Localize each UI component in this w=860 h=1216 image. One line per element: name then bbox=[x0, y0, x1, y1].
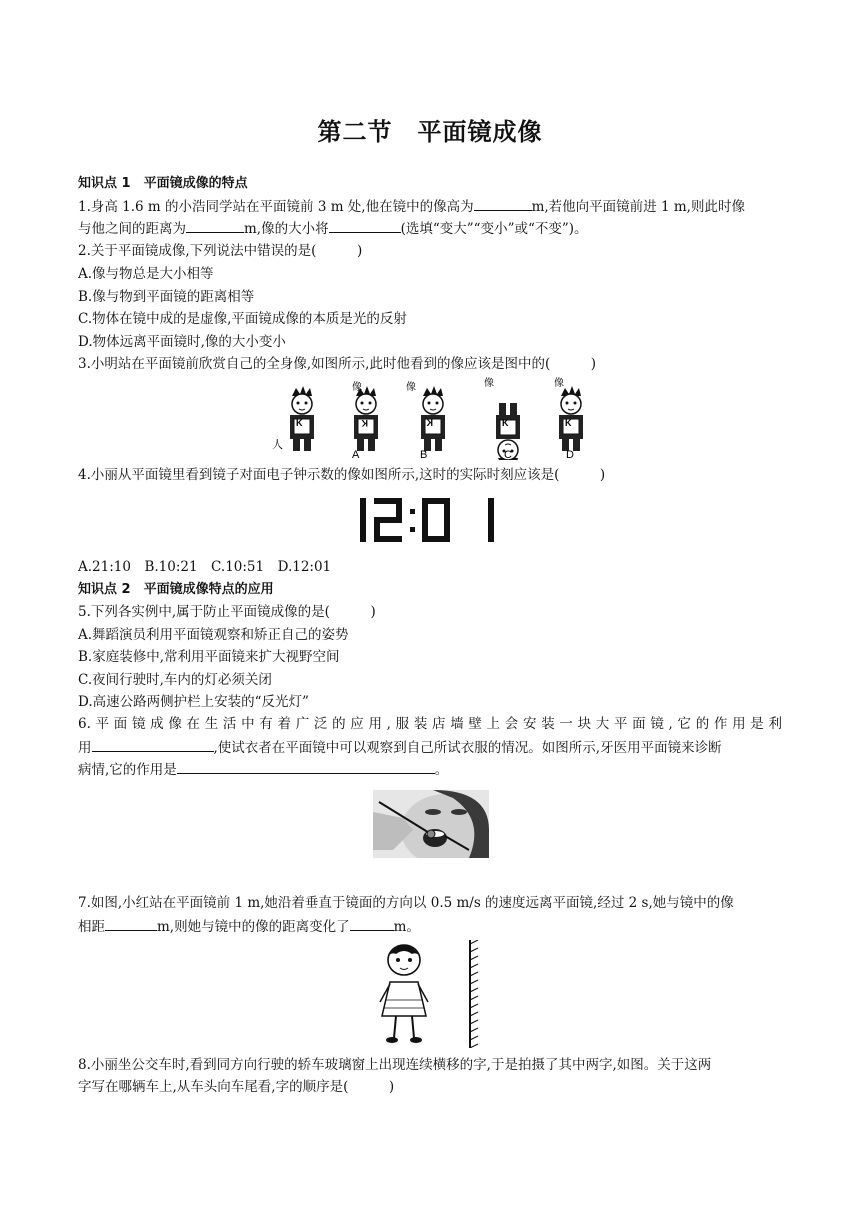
q5-option-d: D.高速公路两侧护栏上安装的“反光灯” bbox=[78, 694, 309, 710]
image-label: 像 bbox=[554, 378, 564, 389]
q4-options: A.21:10 B.10:21 C.10:51 D.12:01 bbox=[78, 559, 332, 575]
q1-blank-3[interactable] bbox=[329, 218, 401, 233]
image-label: 像 bbox=[484, 378, 494, 389]
q6-blank-2[interactable] bbox=[177, 759, 435, 774]
question-8-line-1: 8.小丽坐公交车时,看到同方向行驶的轿车玻璃窗上出现连续横移的字,于是拍摄了其中两字,如图。关于这两 bbox=[78, 1057, 712, 1073]
q2-option-a: A.像与物总是大小相等 bbox=[78, 266, 214, 282]
q7-text: m。 bbox=[393, 919, 420, 935]
q6-blank-1[interactable] bbox=[92, 737, 214, 752]
q7-text: m,则她与镜中的像的距离变化了 bbox=[157, 919, 350, 935]
q3-figure bbox=[268, 376, 598, 460]
q7-blank-1[interactable] bbox=[105, 916, 157, 931]
q6-text: 。 bbox=[434, 762, 449, 778]
q1-text: 1.身高 1.6 m 的小浩同学站在平面镜前 3 m 处,他在镜中的像高为 bbox=[78, 199, 474, 215]
svg-text:K: K bbox=[426, 418, 433, 428]
shirt-letter: K bbox=[296, 418, 303, 428]
question-6-line-2 bbox=[78, 737, 782, 758]
question-6-line-1: 6.平面镜成像在生活中有着广泛的应用,服装店墙壁上会安装一块大平面镜,它的作用是利 bbox=[78, 716, 782, 732]
q1-text: m,像的大小将 bbox=[244, 221, 329, 237]
q7-text: 相距 bbox=[78, 919, 105, 935]
section-heading-1: 知识点 1 平面镜成像的特点 bbox=[78, 176, 248, 191]
option-letter-d: D bbox=[566, 449, 574, 460]
section-heading-2: 知识点 2 平面镜成像特点的应用 bbox=[78, 582, 274, 597]
question-2-stem: 2.关于平面镜成像,下列说法中错误的是( ) bbox=[78, 243, 363, 259]
question-3-stem: 3.小明站在平面镜前欣赏自己的全身像,如图所示,此时他看到的像应该是图中的( ) bbox=[78, 356, 596, 372]
q6-text: ,使试衣者在平面镜中可以观察到自己所试衣服的情况。如图所示,牙医用平面镜来诊断 bbox=[213, 740, 722, 756]
q7-blank-2[interactable] bbox=[350, 916, 394, 931]
q2-option-c: C.物体在镜中成的是虚像,平面镜成像的本质是光的反射 bbox=[78, 311, 407, 327]
option-letter-b: B bbox=[420, 449, 428, 460]
option-letter-a: A bbox=[352, 449, 360, 460]
q1-blank-2[interactable] bbox=[186, 218, 244, 233]
question-1-line-2 bbox=[78, 218, 782, 239]
q1-blank-1[interactable] bbox=[474, 196, 532, 211]
svg-text:K: K bbox=[502, 418, 509, 428]
option-letter-c: C bbox=[504, 449, 512, 460]
q1-text: 与他之间的距离为 bbox=[78, 221, 186, 237]
image-label: 像 bbox=[352, 382, 362, 393]
question-7-line-1: 7.如图,小红站在平面镜前 1 m,她沿着垂直于镜面的方向以 0.5 m/s 的速度远离平面镜,经过 2 s,她与镜中的像 bbox=[78, 895, 734, 911]
q5-option-b: B.家庭装修中,常利用平面镜来扩大视野空间 bbox=[78, 649, 340, 665]
question-6-line-3 bbox=[78, 759, 782, 780]
mirrored-clock-display bbox=[356, 495, 506, 547]
girl-mirror-figure bbox=[374, 940, 486, 1048]
q1-text: m,若他向平面镜前进 1 m,则此时像 bbox=[531, 199, 745, 215]
q6-text: 病情,它的作用是 bbox=[78, 762, 177, 778]
q5-option-a: A.舞蹈演员利用平面镜观察和矫正自己的姿势 bbox=[78, 627, 349, 643]
image-label: 像 bbox=[406, 382, 416, 393]
page-title: 第二节 平面镜成像 bbox=[317, 118, 543, 146]
q1-text: (选填“变大”“变小”或“不变”)。 bbox=[400, 221, 588, 237]
dentist-mirror-photo bbox=[373, 790, 489, 858]
person-label: 人 bbox=[272, 438, 283, 451]
question-4-stem: 4.小丽从平面镜里看到镜子对面电子钟示数的像如图所示,这时的实际时刻应该是( ) bbox=[78, 467, 606, 483]
q5-option-c: C.夜间行驶时,车内的灯必须关闭 bbox=[78, 672, 272, 688]
svg-text:K: K bbox=[361, 418, 368, 428]
question-8-line-2: 字写在哪辆车上,从车头向车尾看,字的顺序是( ) bbox=[78, 1079, 395, 1095]
question-1-line-1 bbox=[78, 196, 782, 217]
q2-option-b: B.像与物到平面镜的距离相等 bbox=[78, 289, 255, 305]
q2-option-d: D.物体远离平面镜时,像的大小变小 bbox=[78, 334, 286, 350]
svg-text:K: K bbox=[565, 418, 572, 428]
question-7-line-2 bbox=[78, 916, 782, 937]
q6-text: 用 bbox=[78, 740, 92, 756]
question-5-stem: 5.下列各实例中,属于防止平面镜成像的是( ) bbox=[78, 604, 376, 620]
